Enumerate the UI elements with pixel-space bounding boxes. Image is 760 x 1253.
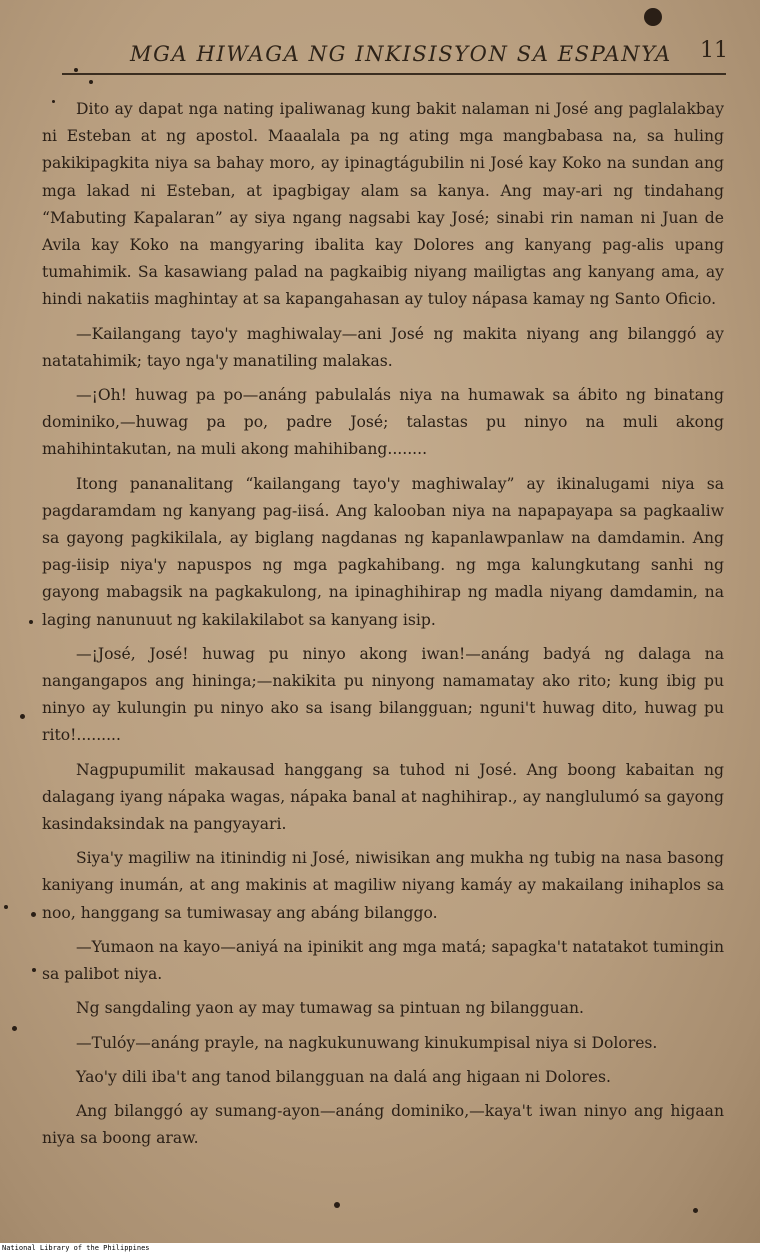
- ink-spot: [89, 80, 93, 84]
- paragraph: Ang bilanggó ay sumang-ayon—anáng dominiko,—kaya't iwan ninyo ang higaan niya sa boong araw.: [42, 1101, 724, 1148]
- paragraph: Ng sangdaling yaon ay may tumawag sa pintuan ng bilangguan.: [76, 999, 584, 1018]
- ink-spot: [20, 714, 25, 719]
- paragraph: —¡José, José! huwag pu ninyo akong iwan!—anáng badyá ng dalaga na nangangapos ang hininga;—nakikita pu ninyong namamatay ako rito; kung ibig pu ninyo ay kulungin pu ninyo ako sa isang bilangguan; nguni't huwag dito, huwag pu rito!.........: [42, 644, 724, 745]
- paragraph: —Yumaon na kayo—aniyá na ipinikit ang mga matá; sapagka't natatakot tumingin sa palibot niya.: [42, 937, 724, 984]
- page-header: [0, 0, 760, 78]
- paragraph: Yao'y dili iba't ang tanod bilangguan na dalá ang higaan ni Dolores.: [76, 1067, 611, 1086]
- page-number: 11: [700, 38, 728, 63]
- library-credit: National Library of the Philippines: [0, 1243, 760, 1253]
- paragraph: Nagpupumilit makausad hanggang sa tuhod ni José. Ang boong kabaitan ng dalagang iyang nápaka wagas, nápaka banal at naghihirap., ay nanglulumó sa gayong kasindaksindak na pangyayari.: [42, 760, 724, 834]
- ink-spot: [4, 905, 8, 909]
- ink-spot: [31, 912, 36, 917]
- paragraph: —Kailangang tayo'y maghiwalay—ani José ng makita niyang ang bilanggó ay natatahimik; tayo nga'y manatiling malakas.: [42, 324, 724, 370]
- paragraph: —Tulóy—anáng prayle, na nagkukunuwang kinukumpisal niya si Dolores.: [76, 1033, 658, 1052]
- ink-spot: [12, 1026, 17, 1031]
- paragraph: Dito ay dapat nga nating ipaliwanag kung bakit nalaman ni José ang paglalakbay ni Esteban at ng apostol. Maaalala pa ng ating mga mangbabasa na, sa huling pakikipagkita niya sa bahay moro, ay ipinagtágubilin ni José kay Koko na sundan ang mga lakad ni Esteban, at ipagbigay alam sa kanya. Ang may-ari ng tindahang “Mabuting Kapalaran” ay siya ngang nagsabi kay José; sinabi rin naman ni Juan de Avila kay Koko na mangyaring ibalita kay Dolores ang kanyang pag-alis upang tumahimik. Sa kasawiang palad na pagkaibig niyang mailigtas ang kanyang ama, ay hindi nakatiis maghintay at sa kapangahasan ay tuloy nápasa kamay ng Santo Oficio.: [42, 100, 724, 309]
- paragraph: Siya'y magiliw na itinindig ni José, niwisikan ang mukha ng tubig na nasa basong kaniyang inumán, at ang makinis at magiliw niyang kamáy ay makailang inihaplos sa noo, hanggang sa tumiwasay ang abáng bilanggo.: [42, 849, 724, 922]
- running-title: MGA HIWAGA NG INKISISYON SA ESPANYA: [130, 42, 672, 66]
- ink-spot: [29, 620, 33, 624]
- paragraph: —¡Oh! huwag pa po—anáng pabulalás niya na humawak sa ábito ng binatang dominiko,—huwag pa po, padre José; talastas pu ninyo na muli akong mahihintakutan, na muli akong mahihibang........: [42, 386, 724, 459]
- ink-spot: [693, 1208, 698, 1213]
- ink-spot: [334, 1202, 340, 1208]
- paragraph: Itong pananalitang “kailangang tayo'y maghiwalay” ay ikinalugami niya sa pagdaramdam ng kanyang pag-iisá. Ang kalooban niya na napapayapa sa pagkaaliw sa gayong pagkikilala, ay biglang nagdanas ng kapanlawpanlaw na damdamin. Ang pag-iisip niya'y napuspos ng mga pagkahibang. ng mga kalungkutang sanhi ng gayong mabagsik na pagkakulong, na ipinaghihirap ng madla niyang damdamin, na laging nanunuut ng kakilakilabot sa kanyang isip.: [42, 474, 724, 629]
- ink-spot: [32, 968, 36, 972]
- header-rule: [62, 73, 726, 75]
- body-text: [42, 96, 724, 1159]
